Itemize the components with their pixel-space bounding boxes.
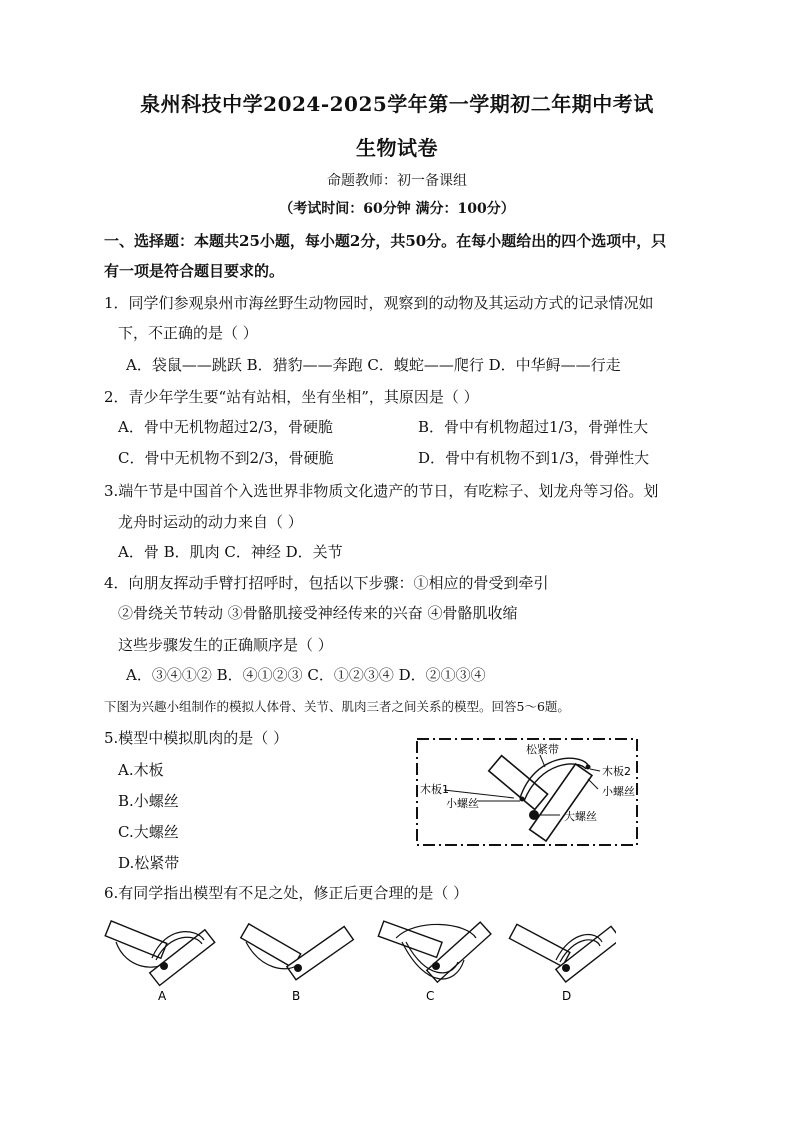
q3-options: A．骨 B．肌肉 C．神经 D．关节 — [118, 543, 343, 561]
small-screw-right — [586, 765, 591, 770]
q5-option-b: B.小螺丝 — [118, 792, 179, 810]
label-big-screw: 大螺丝 — [564, 810, 597, 823]
q6-options-figure — [96, 920, 616, 1010]
q1-stem-line2: 下，不正确的是（ ） — [118, 324, 258, 342]
option-a-label: A — [158, 989, 167, 1003]
model-figure — [410, 733, 642, 851]
q4-stem-line2: ②骨绕关节转动 ③骨骼肌接受神经传来的兴奋 ④骨骼肌收缩 — [118, 604, 518, 622]
section-heading-line2: 有一项是符合题目要求的。 — [104, 262, 285, 280]
q5-option-a: A.木板 — [118, 761, 164, 779]
q4-options: A．③④①② B．④①②③ C．①②③④ D．②①③④ — [126, 666, 486, 684]
exam-title: 泉州科技中学2024-2025学年第一学期初二年期中考试 — [140, 92, 654, 116]
q5-stem: 5.模型中模拟肌肉的是（ ） — [104, 729, 289, 747]
q2-option-b: B．骨中有机物超过1/3，骨弹性大 — [418, 418, 649, 436]
big-screw — [529, 810, 539, 820]
option-d-label: D — [562, 989, 572, 1003]
option-b-label: B — [292, 989, 301, 1003]
label-board-1: 木板1 — [420, 783, 449, 796]
q2-option-a: A．骨中无机物超过2/3，骨硬脆 — [118, 418, 333, 436]
label-small-screw-right: 小螺丝 — [602, 785, 635, 798]
label-board-2: 木板2 — [602, 765, 631, 778]
exam-subtitle: 生物试卷 — [356, 136, 438, 160]
q3-stem-line1: 3.端午节是中国首个入选世界非物质文化遗产的节日，有吃粽子、划龙舟等习俗。划 — [104, 482, 659, 500]
q1-stem-line1: 1．同学们参观泉州市海丝野生动物园时，观察到的动物及其运动方式的记录情况如 — [104, 294, 654, 312]
option-d-model — [509, 924, 616, 982]
q2-stem: 2．青少年学生要“站有站相，坐有坐相”，其原因是（ ） — [104, 388, 479, 406]
q4-stem-line3: 这些步骤发生的正确顺序是（ ） — [118, 636, 333, 654]
q2-option-c: C．骨中无机物不到2/3，骨硬脆 — [118, 449, 334, 467]
label-small-screw-left: 小螺丝 — [446, 797, 479, 810]
option-c-model — [378, 921, 491, 982]
q3-stem-line2: 龙舟时运动的动力来自（ ） — [118, 513, 303, 531]
q2-option-d: D．骨中有机物不到1/3，骨弹性大 — [418, 449, 650, 467]
q1-options: A．袋鼠——跳跃 B．猎豹——奔跑 C．蝮蛇——爬行 D．中华鲟——行走 — [126, 356, 621, 374]
option-c-label: C — [426, 989, 435, 1003]
option-b-model — [241, 924, 354, 980]
exam-author: 命题教师：初一备课组 — [327, 173, 467, 189]
figure-intro: 下图为兴趣小组制作的模拟人体骨、关节、肌肉三者之间关系的模型。回答5～6题。 — [104, 699, 570, 714]
option-a-model — [105, 921, 215, 985]
q5-option-c: C.大螺丝 — [118, 823, 179, 841]
exam-info: （考试时间：60分钟 满分：100分） — [279, 201, 515, 217]
q5-option-d: D.松紧带 — [118, 854, 180, 872]
label-elastic-band: 松紧带 — [526, 743, 559, 756]
q4-stem-line1: 4．向朋友挥动手臂打招呼时，包括以下步骤：①相应的骨受到牵引 — [104, 574, 549, 592]
q6-stem: 6.有同学指出模型有不足之处，修正后更合理的是（ ） — [104, 884, 469, 902]
section-heading-line1: 一、选择题：本题共25小题，每小题2分，共50分。在每小题给出的四个选项中，只 — [104, 232, 667, 250]
small-screw-left — [520, 797, 525, 802]
